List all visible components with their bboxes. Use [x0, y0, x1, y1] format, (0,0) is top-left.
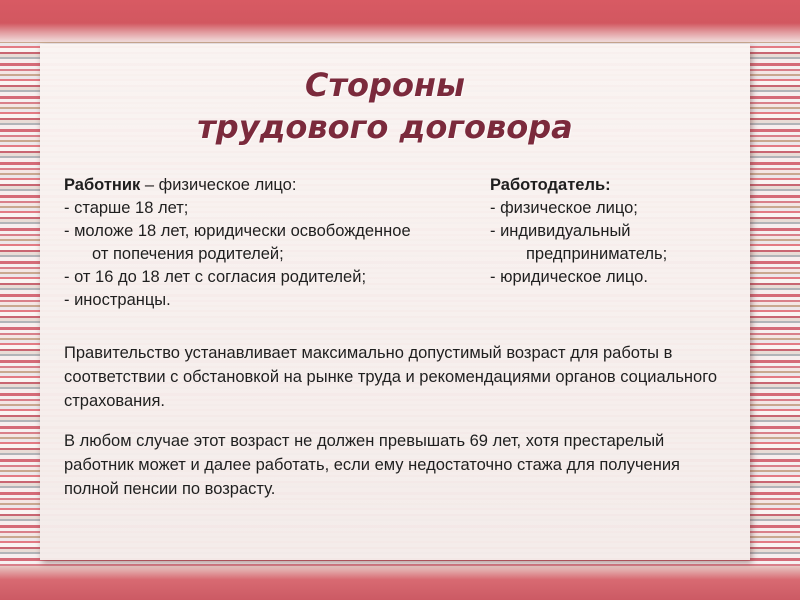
employee-heading-line — [64, 174, 494, 197]
bottom-stripe-band — [0, 566, 800, 600]
employer-heading: Работодатель: — [490, 176, 611, 194]
employer-item: - физическое лицо; — [490, 199, 638, 217]
title-line-2: трудового договора — [197, 108, 573, 146]
title-line-1: Стороны — [305, 66, 465, 104]
employer-item: - юридическое лицо. — [490, 268, 648, 286]
paragraph-max-age: В любом случае этот возраст не должен превышать 69 лет, хотя престарелый работник может и далее работать, если ему недостаточно стажа для получения полной пенсии по возрасту. — [64, 432, 680, 498]
employee-item: от попечения родителей; — [92, 245, 284, 263]
employee-heading-rest: – физическое лицо: — [140, 176, 297, 194]
employee-item: - иностранцы. — [64, 291, 171, 309]
slide-title — [0, 64, 770, 148]
paragraph-age-limit: Правительство устанавливает максимально допустимый возраст для работы в соответствии с обстановкой на рынке труда и рекомендациями органов социального страхования. — [64, 344, 718, 410]
employee-item: - от 16 до 18 лет с согласия родителей; — [64, 268, 367, 286]
top-stripe-band — [0, 0, 800, 42]
employer-item: - индивидуальный — [490, 222, 631, 240]
employee-item: - моложе 18 лет, юридически освобожденное — [64, 222, 411, 240]
employee-item: - старше 18 лет; — [64, 199, 189, 217]
employee-heading: Работник — [64, 176, 141, 194]
employer-item: предприниматель; — [526, 245, 668, 263]
employer-section — [490, 174, 730, 289]
employee-section — [64, 174, 494, 312]
